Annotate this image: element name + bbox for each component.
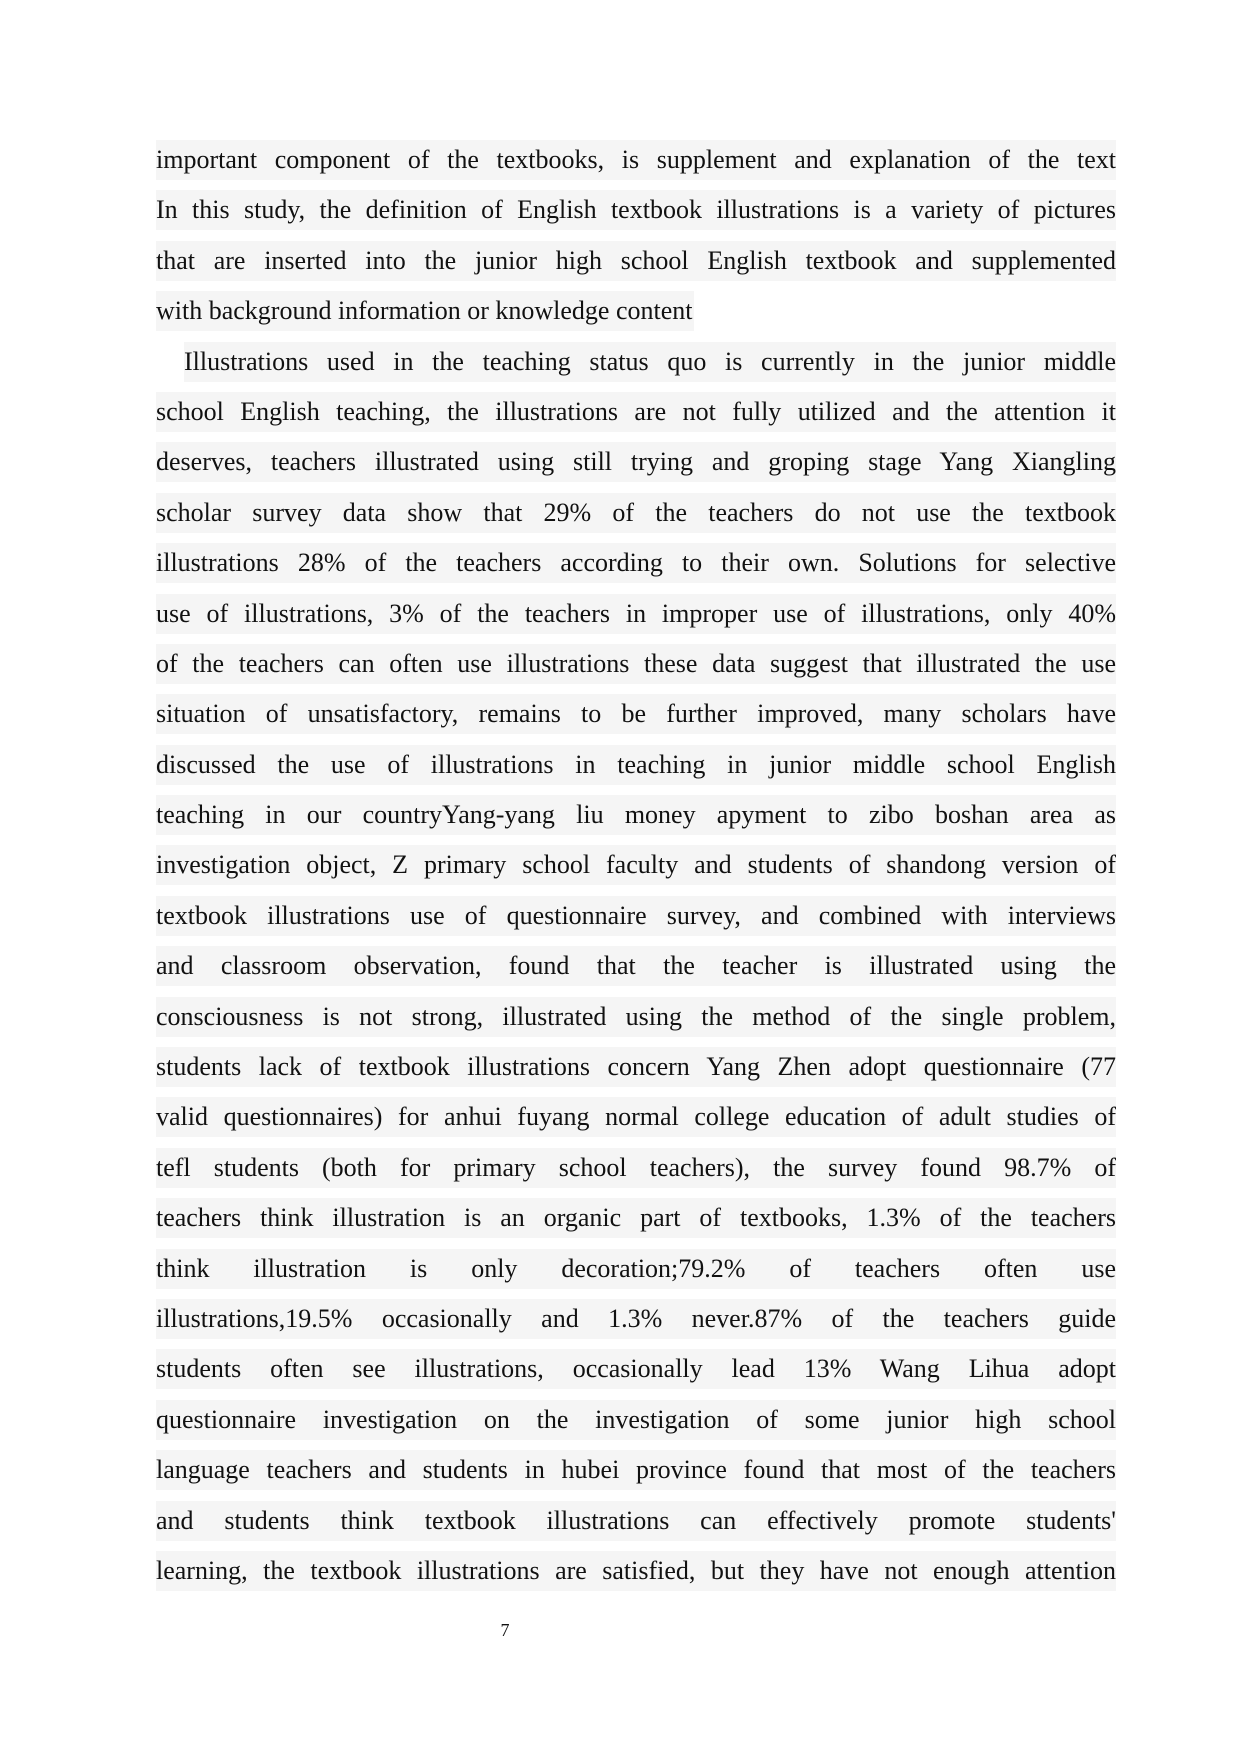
text-line: important component of the textbooks, is supplement and explanation of the text <box>156 140 1116 180</box>
text-line: think illustration is only decoration;79.2% of teachers often use <box>156 1249 1116 1289</box>
text-line: consciousness is not strong, illustrated using the method of the single problem, <box>156 997 1116 1037</box>
text-line: illustrations 28% of the teachers according to their own. Solutions for selective <box>156 543 1116 583</box>
text-line-first: Illustrations used in the teaching status quo is currently in the junior middle <box>184 342 1116 382</box>
text-line: illustrations,19.5% occasionally and 1.3% never.87% of the teachers guide <box>156 1299 1116 1339</box>
text-line: with background information or knowledge content <box>156 291 694 331</box>
page-number: 7 <box>500 1620 510 1640</box>
text-line: school English teaching, the illustrations are not fully utilized and the attention it <box>156 392 1116 432</box>
text-line: learning, the textbook illustrations are satisfied, but they have not enough attention <box>156 1551 1116 1591</box>
text-line: valid questionnaires) for anhui fuyang normal college education of adult studies of <box>156 1097 1116 1137</box>
text-line: investigation object, Z primary school faculty and students of shandong version of <box>156 845 1116 885</box>
text-line: questionnaire investigation on the investigation of some junior high school <box>156 1400 1116 1440</box>
text-line: of the teachers can often use illustrations these data suggest that illustrated the use <box>156 644 1116 684</box>
text-line: language teachers and students in hubei province found that most of the teachers <box>156 1450 1116 1490</box>
text-line: In this study, the definition of English textbook illustrations is a variety of pictures <box>156 190 1116 230</box>
text-line: deserves, teachers illustrated using still trying and groping stage Yang Xiangling <box>156 442 1116 482</box>
text-line: and students think textbook illustrations can effectively promote students' <box>156 1501 1116 1541</box>
text-line: students lack of textbook illustrations concern Yang Zhen adopt questionnaire (77 <box>156 1047 1116 1087</box>
text-line: discussed the use of illustrations in teaching in junior middle school English <box>156 745 1116 785</box>
text-line: that are inserted into the junior high school English textbook and supplemented <box>156 241 1116 281</box>
text-line: and classroom observation, found that the teacher is illustrated using the <box>156 946 1116 986</box>
text-line: textbook illustrations use of questionnaire survey, and combined with interviews <box>156 896 1116 936</box>
text-line: situation of unsatisfactory, remains to be further improved, many scholars have <box>156 694 1116 734</box>
text-line: students often see illustrations, occasionally lead 13% Wang Lihua adopt <box>156 1349 1116 1389</box>
text-line: tefl students (both for primary school teachers), the survey found 98.7% of <box>156 1148 1116 1188</box>
text-line: teaching in our countryYang-yang liu money apyment to zibo boshan area as <box>156 795 1116 835</box>
text-line: teachers think illustration is an organic part of textbooks, 1.3% of the teachers <box>156 1198 1116 1238</box>
text-line: scholar survey data show that 29% of the teachers do not use the textbook <box>156 493 1116 533</box>
body-text <box>156 140 1116 1601</box>
text-line: use of illustrations, 3% of the teachers in improper use of illustrations, only 40% <box>156 594 1116 634</box>
